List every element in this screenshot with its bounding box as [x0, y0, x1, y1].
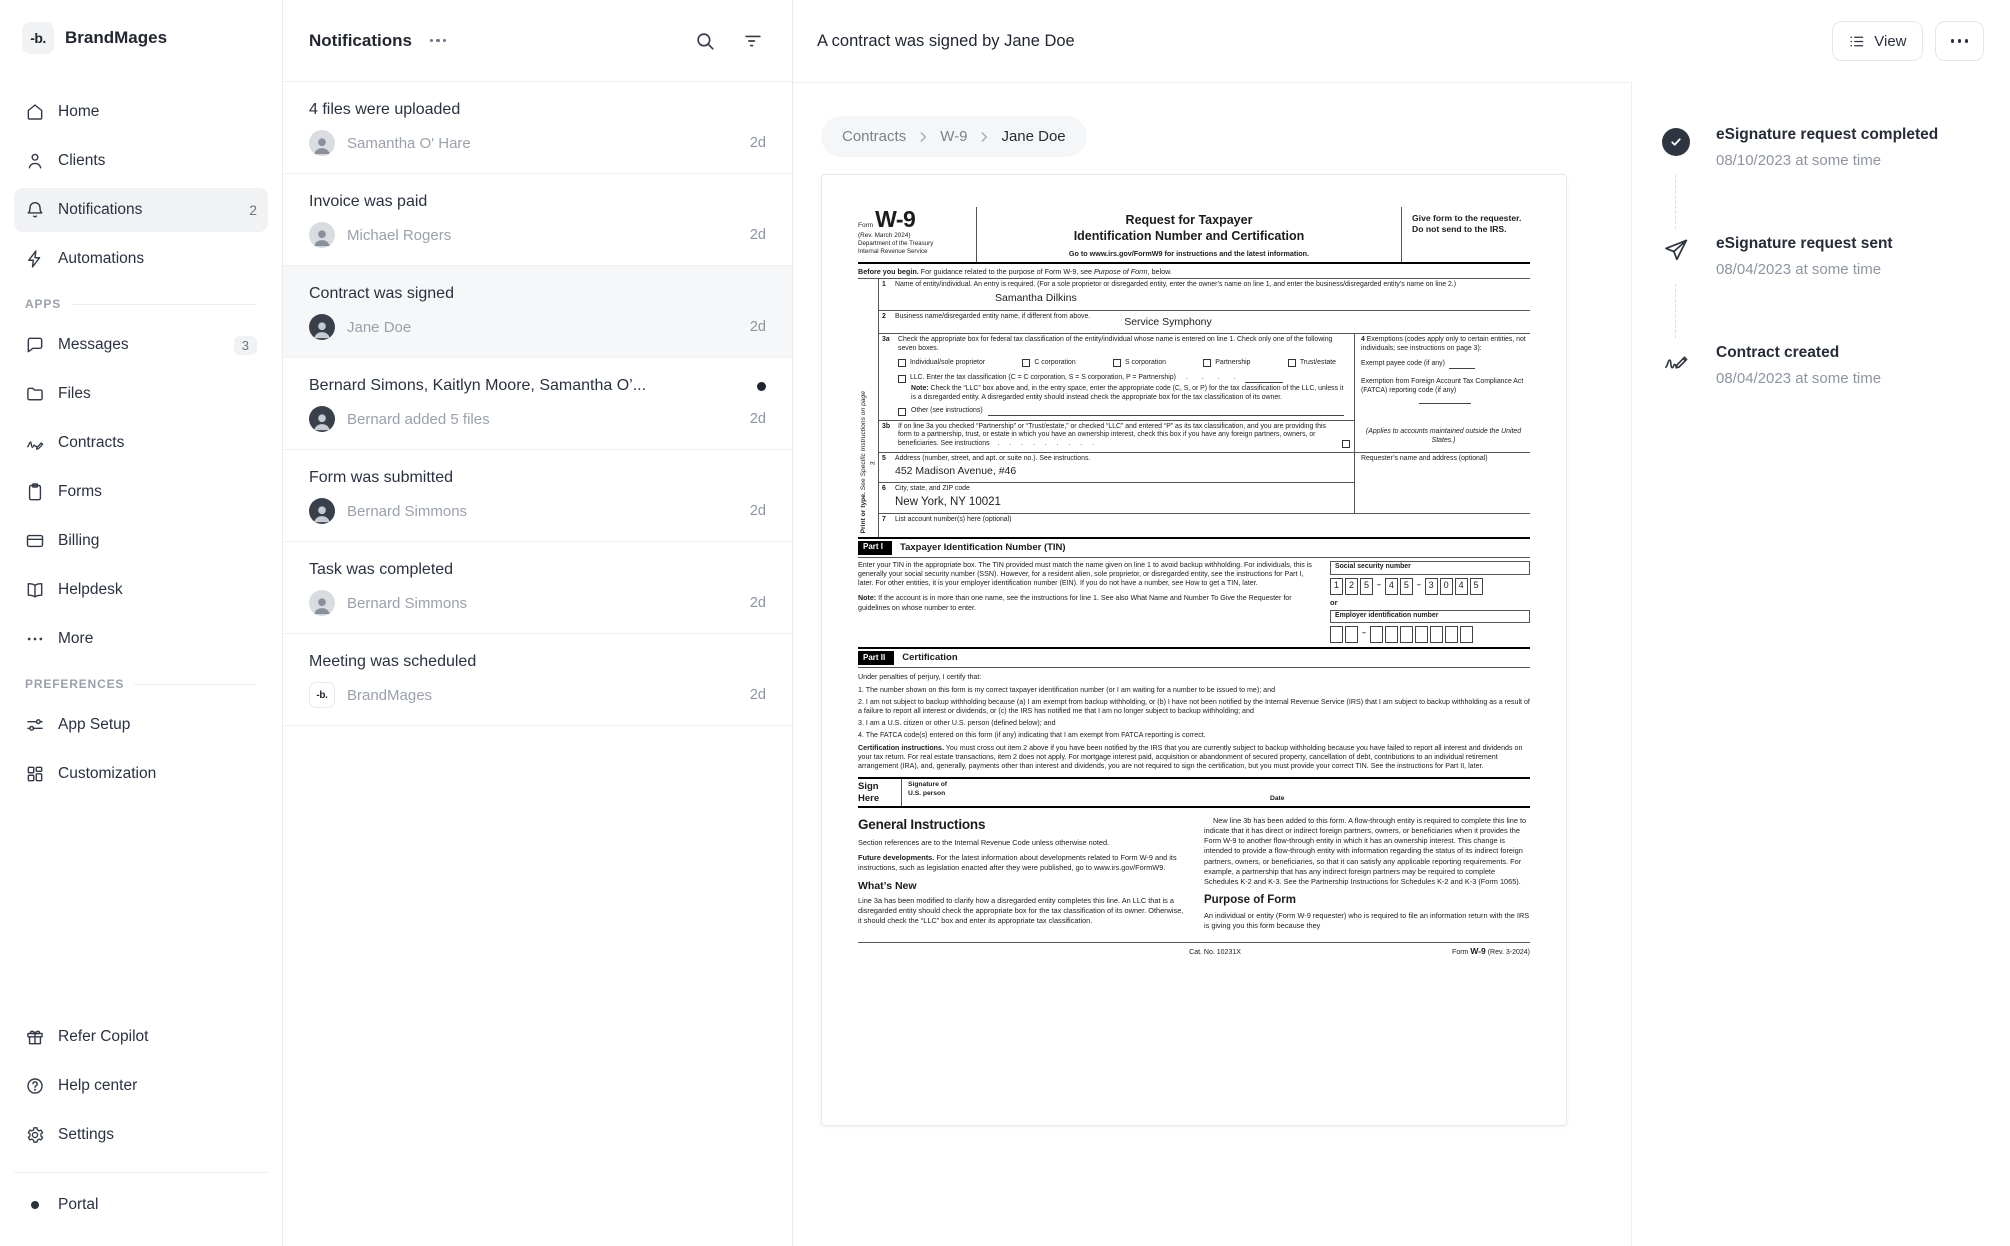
main-panel: [793, 0, 2010, 1246]
cert-item: 2. I am not subject to backup withholding because (a) I am exempt from backup withholding, or (b) I have not been notified by the Internal Revenue Service (IRS) that I am subject to backup withholding as a result of a failure to report all interest or dividends, or (c) the IRS has notified me that I am no longer subject to backup withholding; and: [858, 697, 1530, 716]
w9-sign-row: Sign Here Signature of U.S. person Date: [858, 777, 1530, 808]
section-divider: [134, 684, 257, 685]
chat-icon: [25, 335, 45, 355]
notification-title: Task was completed: [309, 561, 454, 578]
checkbox: [898, 359, 906, 367]
search-icon[interactable]: [694, 30, 716, 52]
w9-part2-bar: [858, 649, 1530, 668]
app-name: BrandMages: [65, 28, 168, 47]
w9-subtitle: Go to www.irs.gov/FormW9 for instructions and the latest information.: [1068, 248, 1310, 258]
notifications-header: [283, 0, 792, 82]
checkbox: [898, 408, 906, 416]
more-horizontal-icon: [1951, 39, 1969, 43]
sidebar-item-refer-copilot[interactable]: [14, 1015, 268, 1059]
notification-item[interactable]: [283, 450, 792, 542]
notifications-list: [283, 82, 792, 1246]
notification-time: 2d: [749, 135, 766, 151]
breadcrumb: [821, 116, 1087, 157]
sidebar-item-app-setup[interactable]: [14, 703, 268, 747]
cert-instructions: Certification instructions. You must cross out item 2 above if you have been notified by the IRS that you are currently subject to backup withholding because you have failed to report all interest and dividends on your tax return. For real estate transactions, item 2 does not apply. For mortgage interest paid, acquisition or abandonment of secured property, cancellation of debt, contributions to an individual retirement arrangement (IRA), and, generally, payments other than interest and dividends, you are not required to sign the certification, but you must provide your correct TIN. See the instructions for Part II, later.: [858, 743, 1523, 771]
timeline-event-title: Contract created: [1716, 344, 1840, 361]
notification-item-selected[interactable]: [283, 266, 792, 358]
w9-line3a: 3a Check the appropriate box for federal tax classification of the entity/individual whose name is entered on line 1. Check only one of the following seven boxes. Individual/sole proprietor C corporation S corporation Partnership Trust/estate LLC. Enter the tax classification (C = C corporation, S = S corporation, P = Partnership) . . . . Note: Check the “LLC” box above and, in the entry space, enter the appropriate code (C, S, or P) for the tax classification of the LLC, unless it is a disregarded entity. A disregarded entity should instead check the appropriate box for the tax classification of its owner. Other (see instructions): [879, 334, 1354, 421]
timeline-event: [1662, 235, 1990, 278]
sidebar: [0, 0, 283, 1246]
purpose-of-form-title: Purpose of Form: [1204, 893, 1297, 906]
notification-title: Invoice was paid: [309, 193, 428, 210]
sidebar-item-label: Automations: [58, 250, 145, 267]
document-area: [793, 82, 1632, 1246]
notification-item[interactable]: [283, 542, 792, 634]
timeline-connector: [1675, 284, 1990, 338]
w9-part1-title: Taxpayer Identification Number (TIN): [900, 541, 1066, 553]
sidebar-item-label: Billing: [58, 532, 100, 549]
w9-line3b-label: If on line 3a you checked “Partnership” or “Trust/estate,” or checked “LLC” and entered “P” as its tax classification, and you are providing this form to a partnership, trust, or estate in which you have an ownership interest, check this box if you have any foreign partners, owners, or beneficiaries. See instructions: [898, 422, 1326, 448]
gi-paragraph: Future developments. For the latest information about developments related to Form W-9 and its instructions, such as legislation enacted after they were published, go to www.irs.gov/FormW9.: [858, 852, 1177, 872]
w9-applies-note: (Applies to accounts maintained outside the United States.): [1365, 428, 1522, 445]
timeline-event-date: 08/10/2023 at some time: [1716, 152, 1882, 169]
more-horizontal-icon: [25, 629, 45, 649]
notification-item[interactable]: [283, 634, 792, 726]
other-entry-line: [988, 409, 1344, 416]
w9-footer-form: Form W-9 (Rev. 3-2024): [1452, 946, 1530, 957]
messages-count-badge: 3: [234, 336, 257, 355]
home-icon: [25, 102, 45, 122]
w9-line1-label: Name of entity/individual. An entry is required. (For a sole proprietor or disregarded entity, enter the owner’s name on line 1, and enter the business/disregarded entity’s name on line 2.): [895, 281, 1457, 289]
gi-paragraph: Section references are to the Internal Revenue Code unless otherwise noted.: [858, 837, 1110, 847]
w9-header: [858, 207, 1530, 264]
sidebar-item-label: Help center: [58, 1077, 138, 1094]
sidebar-divider: [14, 1172, 268, 1173]
view-button-label: View: [1874, 32, 1907, 50]
w9-dept-line1: Department of the Treasury: [858, 240, 934, 248]
sidebar-item-portal[interactable]: [14, 1183, 268, 1227]
sidebar-item-label: Contracts: [58, 434, 125, 451]
page-title: A contract was signed by Jane Doe: [817, 31, 1075, 50]
ssn-digits: 1 2 5 – 4 5 – 3 0 4 5: [1330, 578, 1530, 595]
sidebar-item-more[interactable]: [14, 617, 268, 661]
preferences-section-header: [25, 677, 257, 691]
w9-address-value: 452 Madison Avenue, #46: [895, 465, 1017, 478]
sidebar-item-clients[interactable]: [14, 139, 268, 183]
view-button[interactable]: [1832, 21, 1922, 61]
sidebar-item-label: Settings: [58, 1126, 115, 1143]
notification-actor: Bernard added 5 files: [347, 410, 490, 428]
notification-actor: Bernard Simmons: [347, 594, 468, 612]
sidebar-item-label: Customization: [58, 765, 157, 782]
w9-city-value: New York, NY 10021: [895, 495, 1001, 508]
sidebar-item-settings[interactable]: [14, 1113, 268, 1157]
sidebar-item-label: Messages: [58, 336, 129, 353]
w9-line7-label: List account number(s) here (optional): [895, 515, 1012, 523]
w9-tax-classification-options: Individual/sole proprietor C corporation S corporation Partnership Trust/estate: [898, 354, 1350, 371]
apps-section-label: APPS: [25, 297, 62, 311]
avatar: [309, 222, 335, 248]
sidebar-item-label: Refer Copilot: [58, 1028, 149, 1045]
w9-print-or-type-strip: Print or type. See Specific Instructions on page 3.: [860, 392, 877, 535]
gi-paragraph: New line 3b has been added to this form. A flow-through entity is required to complete this line to indicate that it has direct or indirect foreign partners, owners, or beneficiaries when it provides the Form W-9 to another flow-through entity in which it has an ownership interest. This change is intended to provide a flow-through entity with information regarding the status of its indirect foreign partners, owners, or beneficiaries, so that it can satisfy any applicable reporting requirements. For example, a partnership that has any indirect foreign partners may be required to complete Schedules K-2 and K-3. See the Partnership Instructions for Schedules K-2 and K-3 (Form 1065).: [1204, 816, 1527, 886]
ein-label: Employer identification number: [1330, 610, 1530, 624]
w9-line2-label: Business name/disregarded entity name, if different from above.: [895, 313, 1091, 321]
signature-pen-icon: [1663, 346, 1689, 372]
timeline-event: [1662, 126, 1990, 169]
avatar: [309, 590, 335, 616]
w9-line2: 2 Business name/disregarded entity name, if different from above. Service Symphony: [879, 311, 1530, 334]
w9-document-preview[interactable]: [821, 174, 1567, 1126]
check-circle-icon: [1662, 128, 1690, 156]
gi-paragraph: Line 3a has been modified to clarify how a disregarded entity completes this line. An LLC that is a disregarded entity should check the appropriate box for the tax classification of its owner. Otherwise, it should check the “LLC” box and enter its appropriate tax classification.: [858, 895, 1184, 925]
sidebar-item-files[interactable]: [14, 372, 268, 416]
clients-icon: [25, 151, 45, 171]
sidebar-item-forms[interactable]: [14, 470, 268, 514]
sidebar-item-helpdesk[interactable]: [14, 568, 268, 612]
ein-digits: –: [1330, 626, 1530, 643]
w9-part2-tag: Part II: [858, 651, 894, 665]
activity-timeline: [1632, 82, 2010, 1246]
bell-icon: [25, 200, 45, 220]
breadcrumb-jane-doe: Jane Doe: [1001, 128, 1066, 145]
notification-title: Form was submitted: [309, 469, 454, 486]
notification-actor: Samantha O' Hare: [347, 134, 471, 152]
more-options-button[interactable]: [1935, 21, 1985, 61]
w9-title-line1: Request for Taxpayer: [1125, 213, 1253, 227]
checkbox: [1022, 359, 1030, 367]
w9-cat-number: Cat. No. 10231X: [1189, 949, 1241, 957]
sidebar-nav: [14, 90, 268, 801]
sidebar-item-label: More: [58, 630, 94, 647]
sidebar-spacer: [14, 801, 268, 1015]
list-view-icon: [1848, 33, 1865, 50]
w9-footer: [858, 942, 1530, 957]
clipboard-icon: [25, 482, 45, 502]
avatar: [309, 406, 335, 432]
w9-form-name: W-9: [875, 206, 916, 232]
portal-dot-icon: [31, 1201, 39, 1209]
sliders-icon: [25, 715, 45, 735]
sidebar-item-label: Notifications: [58, 201, 143, 218]
app-logo: -b.: [22, 22, 54, 54]
sidebar-item-notifications[interactable]: [14, 188, 268, 232]
w9-tin-note: Note: If the account is in more than one name, see the instructions for line 1. See also What Name and Number To Give the Requester for guidelines on whose number to enter.: [858, 594, 1292, 612]
avatar: [309, 314, 335, 340]
w9-line3b: 3b If on line 3a you checked “Partnership” or “Trust/estate,” or checked “LLC” and entered “P” as its tax classification, and you are providing this form to a partnership, trust, or estate in which you have an ownership interest, check this box if you have any foreign partners, owners, or beneficiaries. See instructions . . . . . . . . .: [879, 421, 1354, 453]
w9-line5-label: Address (number, street, and apt. or suite no.). See instructions.: [895, 455, 1091, 463]
timeline-event-date: 08/04/2023 at some time: [1716, 370, 1882, 387]
w9-form-word: Form: [858, 222, 874, 229]
w9-before-you-begin: Before you begin. For guidance related to the purpose of Form W-9, see Purpose of Form, below.: [858, 264, 1530, 279]
w9-tin-boxes: [1330, 561, 1530, 644]
notification-time: 2d: [749, 411, 766, 427]
main-header: [793, 0, 2010, 82]
notification-time: 2d: [749, 687, 766, 703]
cert-item: 1. The number shown on this form is my correct taxpayer identification number (or I am waiting for a number to be issued to me); and: [858, 685, 1276, 694]
notification-title: Meeting was scheduled: [309, 653, 477, 670]
w9-line6-label: City, state, and ZIP code: [895, 485, 970, 493]
sidebar-item-billing[interactable]: [14, 519, 268, 563]
gear-icon: [25, 1125, 45, 1145]
notification-item[interactable]: [283, 82, 792, 174]
checkbox: [1342, 440, 1350, 448]
section-divider: [71, 304, 257, 305]
w9-requester-box: Requester’s name and address (optional): [1354, 453, 1530, 513]
checkbox: [1288, 359, 1296, 367]
notification-actor: Jane Doe: [347, 318, 412, 336]
w9-part1-body: [858, 558, 1530, 650]
chevron-right-icon: [977, 130, 991, 144]
w9-business-name-value: Service Symphony: [1124, 316, 1212, 329]
sidebar-item-contracts[interactable]: [14, 421, 268, 465]
timeline-event-title: eSignature request sent: [1716, 235, 1893, 252]
w9-certification: [858, 668, 1530, 775]
w9-line7: 7 List account number(s) here (optional): [879, 514, 1530, 537]
folder-icon: [25, 384, 45, 404]
w9-line1: 1 Name of entity/individual. An entry is required. (For a sole proprietor or disregarded entity, enter the owner’s name on line 1, and enter the business/disregarded entity’s name on line 2.) Samantha Dilkins: [879, 279, 1530, 311]
gi-paragraph: An individual or entity (Form W-9 requester) who is required to file an information return with the IRS is giving you this form because they: [1204, 910, 1530, 930]
w9-dept-line2: Internal Revenue Service: [858, 248, 928, 256]
w9-llc-line: LLC. Enter the tax classification (C = C corporation, S = S corporation, P = Partnership) . . . .: [898, 374, 1350, 383]
w9-general-instructions: [858, 816, 1530, 936]
notification-actor: BrandMages: [347, 686, 433, 704]
notifications-title: Notifications: [309, 30, 412, 50]
timeline-event-date: 08/04/2023 at some time: [1716, 261, 1882, 278]
notification-actor: Bernard Simmons: [347, 502, 468, 520]
avatar: [309, 130, 335, 156]
sidebar-item-customization[interactable]: [14, 752, 268, 796]
signature-icon: [25, 433, 45, 453]
w9-line5: 5 Address (number, street, and apt. or suite no.). See instructions. 452 Madison Avenue, #46: [879, 453, 1354, 483]
sidebar-item-label: Clients: [58, 152, 106, 169]
sidebar-item-messages[interactable]: [14, 323, 268, 367]
book-icon: [25, 580, 45, 600]
cert-intro: Under penalties of perjury, I certify that:: [858, 673, 982, 682]
notification-title: Bernard Simons, Kaitlyn Moore, Samantha O’...: [309, 377, 647, 394]
checkbox: [1113, 359, 1121, 367]
sidebar-item-automations[interactable]: [14, 237, 268, 281]
timeline-connector: [1675, 175, 1990, 229]
w9-line6: 6 City, state, and ZIP code New York, NY 10021: [879, 483, 1354, 513]
gi-title: General Instructions: [858, 817, 986, 833]
notification-time: 2d: [749, 595, 766, 611]
notification-actor: Michael Rogers: [347, 226, 452, 244]
notifications-count-badge: 2: [249, 202, 257, 218]
checkbox: [1203, 359, 1211, 367]
notification-time: 2d: [749, 503, 766, 519]
avatar: [309, 498, 335, 524]
cert-item: 4. The FATCA code(s) entered on this form (if any) indicating that I am exempt from FATCA reporting is correct.: [858, 731, 1206, 740]
grid-icon: [25, 764, 45, 784]
w9-give-note: Give form to the requester. Do not send to the IRS.: [1412, 213, 1522, 235]
apps-section-header: [25, 297, 257, 311]
notifications-more-options-icon[interactable]: [430, 39, 447, 43]
w9-llc-note: Note: Check the “LLC” box above and, in the entry space, enter the appropriate code (C, S, or P) for the tax classification of the LLC, unless it is a disregarded entity. A disregarded entity should instead check the appropriate box for the tax classification of its owner.: [911, 384, 1344, 401]
w9-part1-bar: [858, 537, 1530, 558]
w9-tin-instructions: Enter your TIN in the appropriate box. The TIN provided must match the name given on line 1 to avoid backup withholding. For individuals, this is generally your social security number (SSN). However, for a resident alien, sole proprietor, or disregarded entity, see the instructions for Part I, later. For other entities, it is your employer identification number (EIN). If you do not have a number, see How to get a TIN, later.: [858, 560, 1312, 588]
sidebar-item-label: Home: [58, 103, 100, 120]
exempt-code-line: [1449, 362, 1475, 369]
unread-dot: [757, 382, 766, 391]
sidebar-item-label: Portal: [58, 1196, 99, 1213]
w9-line3a-label: Check the appropriate box for federal tax classification of the entity/individual whose name is entered on line 1. Check only one of the following seven boxes.: [898, 335, 1333, 352]
credit-card-icon: [25, 531, 45, 551]
w9-name-value: Samantha Dilkins: [995, 292, 1077, 305]
llc-entry-line: [1245, 376, 1283, 383]
breadcrumb-contracts[interactable]: Contracts: [842, 128, 907, 145]
sidebar-item-label: Helpdesk: [58, 581, 123, 598]
notification-time: 2d: [749, 319, 766, 335]
brandmages-logo-avatar: -b.: [309, 682, 335, 708]
ssn-label: Social security number: [1330, 561, 1530, 575]
notification-item[interactable]: [283, 358, 792, 450]
help-circle-icon: [25, 1076, 45, 1096]
sidebar-item-help-center[interactable]: [14, 1064, 268, 1108]
w9-line4-exemptions: 4 Exemptions (codes apply only to certain entities, not individuals; see instructions on page 3): Exempt payee code (if any) Exemption from Foreign Account Tax Compliance Act (FATCA) reporting code (if any) (Applies to accounts maintained outside the United States.): [1354, 334, 1530, 453]
timeline-event-title: eSignature request completed: [1716, 126, 1939, 143]
timeline-event: [1662, 344, 1990, 387]
fatca-code-line: [1419, 397, 1471, 404]
zap-icon: [25, 249, 45, 269]
notification-title: Contract was signed: [309, 285, 454, 302]
w9-other-line: Other (see instructions): [898, 407, 1350, 416]
notification-time: 2d: [749, 227, 766, 243]
cert-item: 3. I am a U.S. citizen or other U.S. person (defined below); and: [858, 719, 1056, 728]
notifications-panel: [283, 0, 793, 1246]
sidebar-item-label: Files: [58, 385, 91, 402]
w9-part1-tag: Part I: [858, 541, 892, 555]
preferences-section-label: PREFERENCES: [25, 677, 125, 691]
sidebar-item-label: Forms: [58, 483, 102, 500]
breadcrumb-w9[interactable]: W-9: [940, 128, 968, 145]
sidebar-item-home[interactable]: [14, 90, 268, 134]
w9-part2-title: Certification: [902, 652, 958, 664]
w9-title-line2: Identification Number and Certification: [1073, 229, 1305, 244]
notification-item[interactable]: [283, 174, 792, 266]
send-icon: [1663, 237, 1689, 263]
checkbox: [898, 375, 906, 383]
or-label: or: [1330, 597, 1338, 607]
chevron-right-icon: [916, 130, 930, 144]
whats-new-title: What’s New: [858, 880, 917, 893]
filter-icon[interactable]: [742, 30, 764, 52]
w9-revision: (Rev. March 2024): [858, 231, 911, 239]
app-logo-row[interactable]: [14, 18, 268, 56]
sidebar-item-label: App Setup: [58, 716, 131, 733]
gift-icon: [25, 1027, 45, 1047]
notification-title: 4 files were uploaded: [309, 101, 461, 118]
